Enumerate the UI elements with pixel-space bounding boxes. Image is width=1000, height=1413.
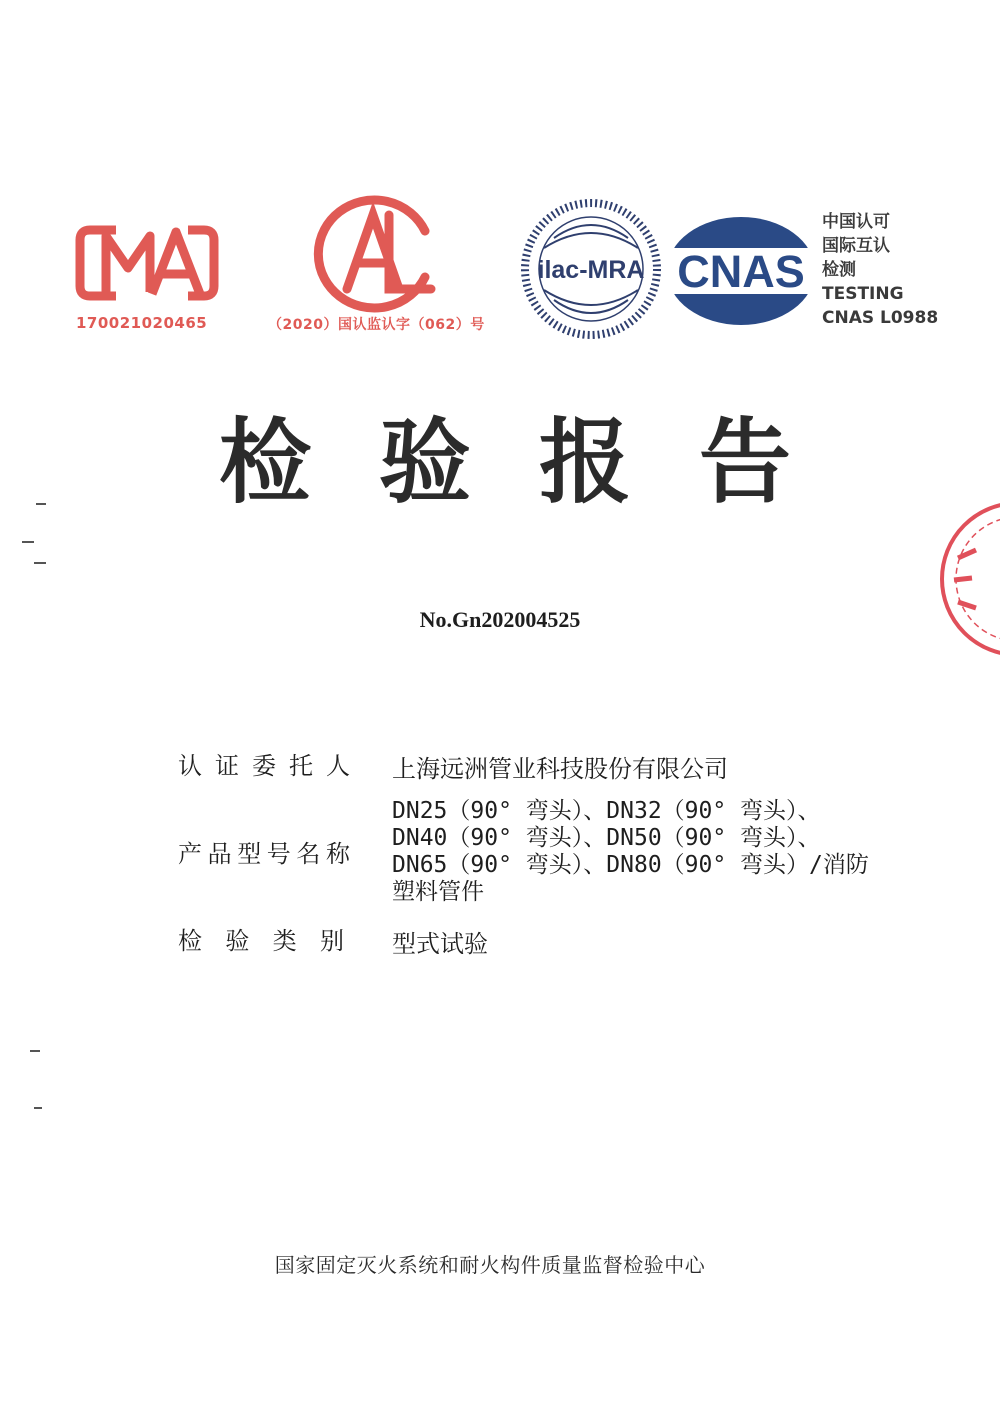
label-char: 产 (178, 840, 202, 868)
label-char: 托 (289, 752, 313, 780)
label-char: 品 (207, 840, 232, 868)
label-char: 号 (266, 840, 291, 868)
label-char: 认 (178, 752, 202, 780)
cnas-logo-icon (664, 214, 819, 329)
product-line: DN40（90° 弯头）、DN50（90° 弯头）、 (392, 825, 821, 851)
cnas-accreditation-text (822, 210, 938, 330)
cma-logo-icon (72, 222, 222, 304)
cnas-line-1: 中国认可 (822, 212, 890, 232)
scan-speck (34, 562, 46, 564)
report-title (210, 408, 800, 518)
label-char: 称 (325, 840, 350, 868)
product-line: 塑料管件 (392, 879, 484, 905)
cnas-text: CNAS (677, 246, 805, 297)
scan-speck (22, 541, 34, 543)
label-char: 人 (326, 752, 350, 780)
cma-code: 170021020465 (76, 314, 208, 332)
ilac-mra-logo-icon (520, 198, 662, 340)
label-char: 委 (252, 752, 276, 780)
client-value: 上海远洲管业科技股份有限公司 (392, 755, 728, 783)
test-type-value: 型式试验 (392, 930, 488, 958)
cnas-line-3: 检测 (822, 260, 856, 280)
label-char: 型 (237, 840, 262, 868)
label-char: 验 (225, 927, 250, 955)
scan-speck (36, 503, 46, 505)
scan-speck (34, 1107, 42, 1109)
title-char: 检 (218, 409, 311, 516)
title-char: 验 (378, 409, 471, 516)
client-label (178, 746, 350, 781)
official-seal-stamp-icon (936, 498, 1000, 660)
test-type-label (178, 921, 344, 956)
cnas-line-5: CNAS L0988 (822, 308, 939, 328)
cnas-line-4: TESTING (822, 284, 904, 304)
scan-speck (30, 1050, 40, 1052)
label-char: 类 (272, 927, 297, 955)
product-value (392, 798, 962, 906)
cal-certificate-number: （2020）国认监认字（062）号 (268, 317, 485, 333)
report-number: No.Gn202004525 (419, 607, 581, 632)
label-char: 名 (296, 840, 321, 868)
cnas-line-2: 国际互认 (822, 236, 890, 256)
issuing-organization: 国家固定灭火系统和耐火构件质量监督检验中心 (274, 1253, 706, 1277)
title-char: 报 (538, 409, 631, 516)
product-line: DN25（90° 弯头）、DN32（90° 弯头）、 (392, 798, 821, 824)
label-char: 证 (215, 752, 239, 780)
label-char: 别 (319, 927, 344, 955)
ilac-mra-text: ilac-MRA (537, 256, 645, 284)
label-char: 检 (178, 927, 202, 955)
product-line: DN65（90° 弯头）、DN80（90° 弯头）/消防 (392, 852, 869, 878)
cal-logo-icon (305, 193, 445, 313)
title-char: 告 (698, 409, 791, 516)
product-label (178, 834, 350, 869)
